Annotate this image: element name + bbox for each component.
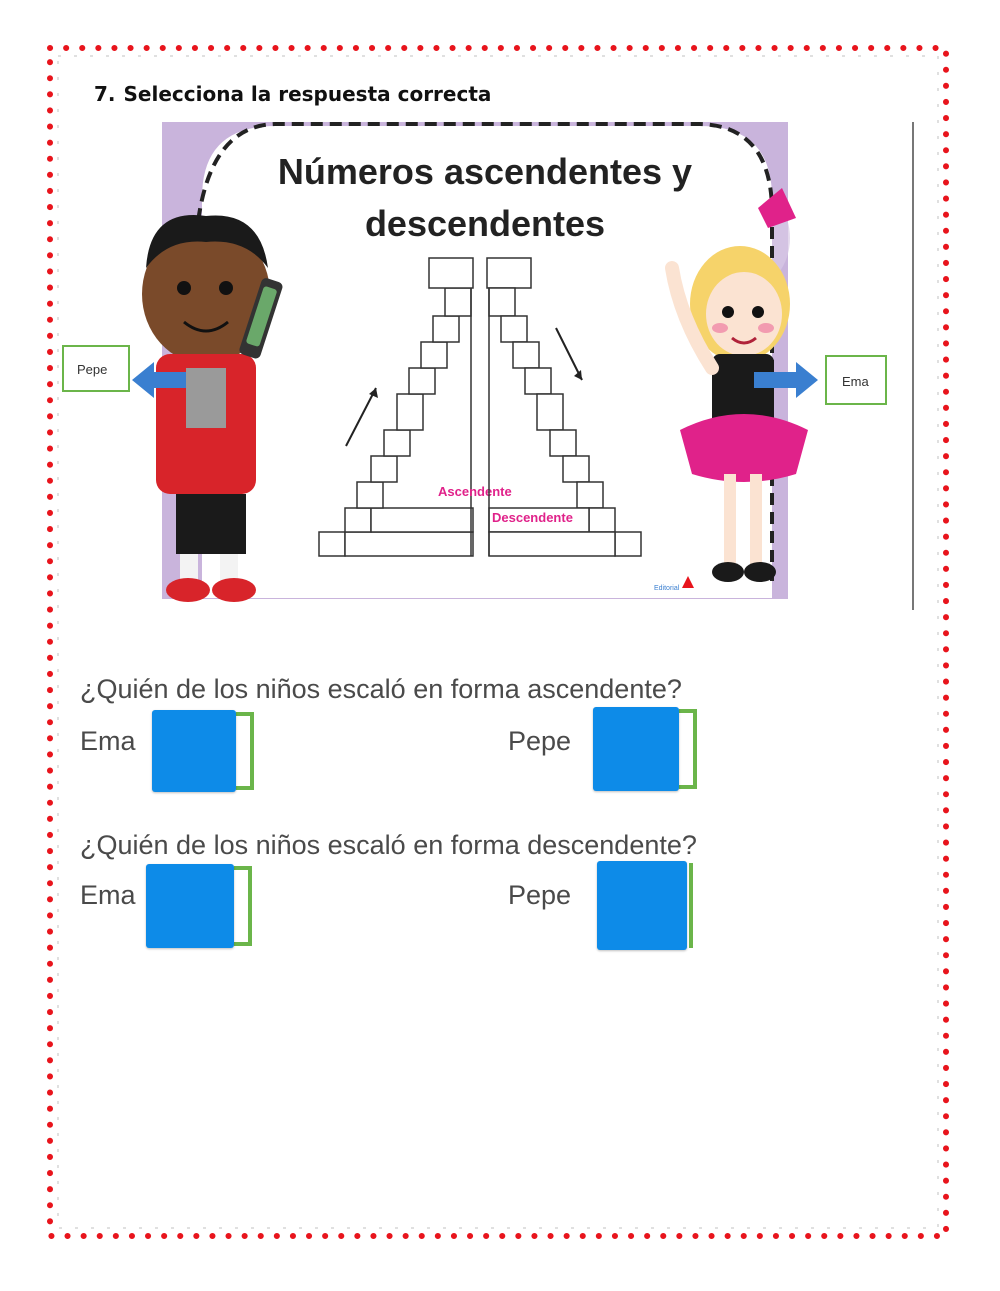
- question-1-option-ema-answer-box[interactable]: [152, 710, 254, 792]
- question-2-option-ema-label: Ema: [80, 880, 136, 910]
- stairs-illustration: [60, 118, 920, 613]
- question-1-option-pepe-label: Pepe: [508, 726, 572, 756]
- question-2-option-pepe-answer-box[interactable]: [597, 861, 697, 950]
- ascending-label: Ascendente: [438, 484, 512, 499]
- question-heading: [94, 82, 491, 106]
- illustration-title-line2: descendentes: [364, 203, 606, 244]
- question-1-option-ema-label: Ema: [80, 726, 136, 756]
- question-number: 7.: [94, 82, 116, 106]
- question-instruction: Selecciona la respuesta correcta: [123, 82, 492, 106]
- editorial-watermark: Editorial: [654, 585, 680, 592]
- question-1-text: ¿Quién de los niños escaló en forma ascendente?: [80, 674, 682, 704]
- divider-line: [912, 122, 914, 610]
- question-2-option-pepe-label: Pepe: [508, 880, 572, 910]
- question-2-option-ema-answer-box[interactable]: [146, 864, 254, 948]
- question-2-text: ¿Quién de los niños escaló en forma descendente?: [80, 830, 697, 860]
- descending-label: Descendente: [492, 510, 573, 525]
- right-name-label: Ema: [842, 374, 869, 389]
- illustration-title-line1: Números ascendentes y: [277, 151, 693, 192]
- question-1-option-pepe-answer-box[interactable]: [593, 707, 698, 791]
- left-name-label: Pepe: [77, 362, 108, 377]
